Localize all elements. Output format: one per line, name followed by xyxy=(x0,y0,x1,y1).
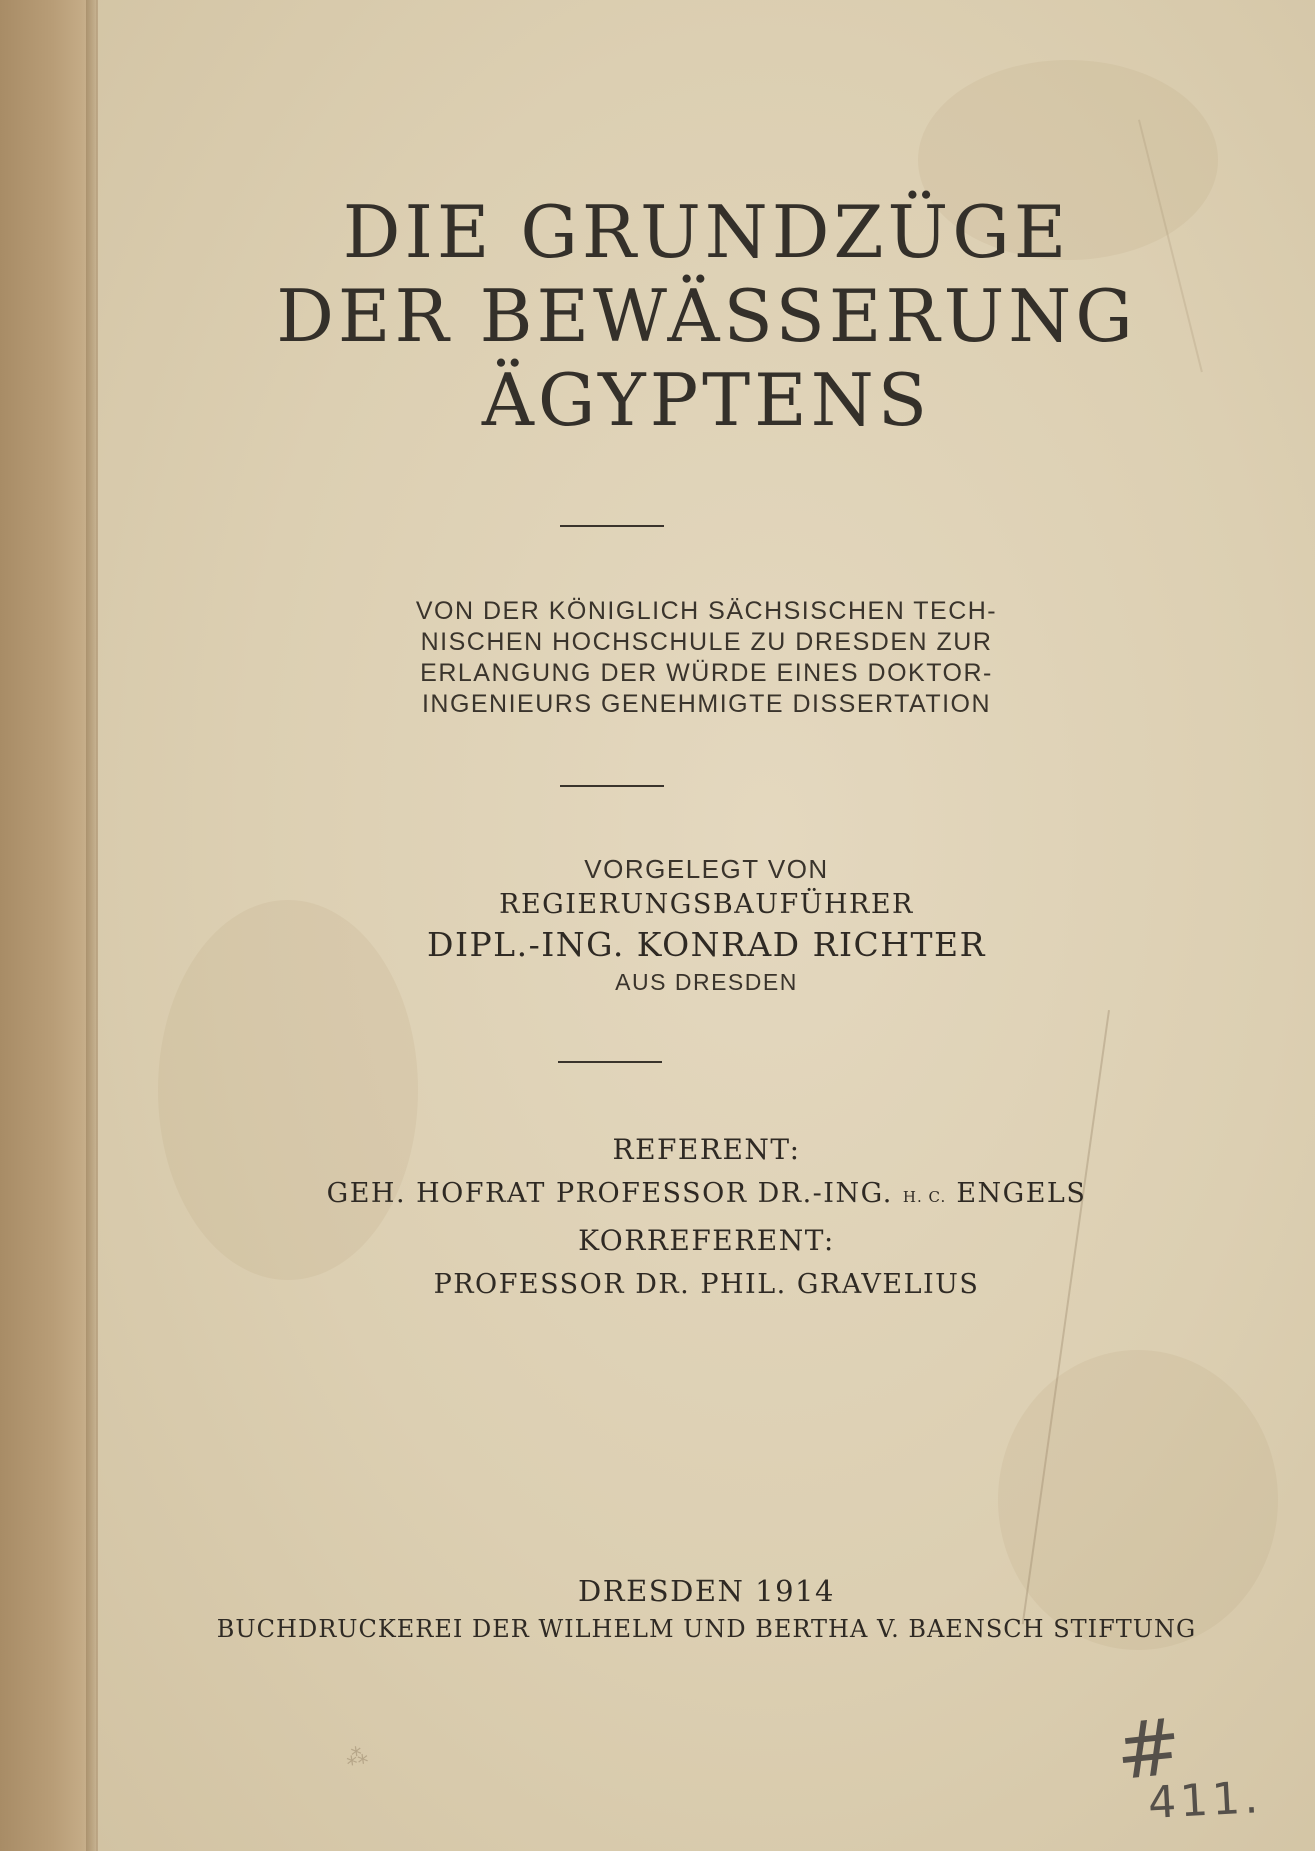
description-line-2: NISCHEN HOCHSCHULE ZU DRESDEN ZUR xyxy=(420,628,993,656)
title-line-1: DIE GRUNDZÜGE xyxy=(342,190,1071,274)
title-line-2: DER BEWÄSSERUNG xyxy=(276,274,1137,358)
imprint-block xyxy=(98,1570,1315,1646)
referent-line xyxy=(98,1172,1315,1219)
author-origin: AUS DRESDEN xyxy=(615,969,798,995)
book-title xyxy=(98,190,1315,442)
referent-hc: H. C. xyxy=(902,1188,947,1206)
book-spine xyxy=(0,0,96,1851)
divider-rule-1 xyxy=(560,525,664,527)
description-line-1: VON DER KÖNIGLICH SÄCHSISCHEN TECH- xyxy=(415,597,998,625)
korreferent-name: PROFESSOR DR. PHIL. GRAVELIUS xyxy=(433,1269,980,1300)
korreferent-label: KORREFERENT: xyxy=(578,1224,835,1257)
referent-prefix: GEH. HOFRAT PROFESSOR DR.-ING. xyxy=(326,1178,893,1209)
title-line-3: ÄGYPTENS xyxy=(481,358,932,442)
author-rank: REGIERUNGSBAUFÜHRER xyxy=(499,889,914,920)
author-block xyxy=(98,852,1315,998)
author-name: DIPL.-ING. KONRAD RICHTER xyxy=(426,925,986,964)
description-line-3: ERLANGUNG DER WÜRDE EINES DOKTOR- xyxy=(420,659,993,687)
presented-by: VORGELEGT VON xyxy=(584,854,829,884)
referees-block xyxy=(98,1128,1315,1307)
faint-stamp: ⁂ xyxy=(344,1743,370,1772)
dissertation-description xyxy=(98,596,1315,720)
handwritten-number: 411. xyxy=(1146,1772,1264,1829)
referent-name: ENGELS xyxy=(956,1178,1087,1209)
handwritten-hash-mark: # xyxy=(1111,1701,1186,1799)
referent-label: REFERENT: xyxy=(612,1133,801,1166)
title-page xyxy=(98,0,1315,1851)
description-line-4: INGENIEURS GENEHMIGTE DISSERTATION xyxy=(421,690,992,718)
divider-rule-3 xyxy=(558,1061,662,1063)
imprint-place-year: DRESDEN 1914 xyxy=(578,1574,835,1608)
imprint-printer: BUCHDRUCKEREI DER WILHELM UND BERTHA V. BAENSCH STIFTUNG xyxy=(216,1615,1197,1643)
divider-rule-2 xyxy=(560,785,664,787)
